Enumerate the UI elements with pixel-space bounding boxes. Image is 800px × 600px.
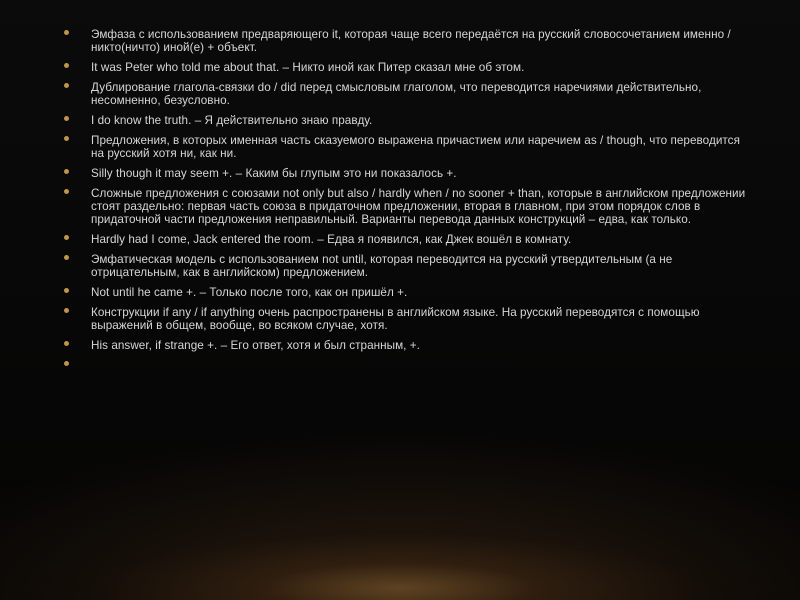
bullet-icon	[64, 136, 69, 141]
bullet-icon	[64, 235, 69, 240]
bullet-text: His answer, if strange +. – Его ответ, хотя и был странным, +.	[91, 339, 420, 352]
bullet-icon	[64, 83, 69, 88]
bullet-text: Silly though it may seem +. – Каким бы глупым это ни показалось +.	[91, 167, 457, 180]
bullet-icon	[64, 30, 69, 35]
bullet-icon	[64, 169, 69, 174]
list-item	[64, 286, 754, 299]
bullet-icon	[64, 63, 69, 68]
bullet-icon	[64, 288, 69, 293]
bullet-list	[64, 28, 754, 359]
list-item	[64, 134, 754, 160]
bullet-text: Эмфаза с использованием предваряющего it, которая чаще всего передаётся на русский словосочетанием именно / никто(ничто) иной(е) + объект.	[91, 28, 731, 54]
list-item	[64, 306, 754, 332]
list-item	[64, 61, 754, 74]
bullet-text: Hardly had I come, Jack entered the room. – Едва я появился, как Джек вошёл в комнату.	[91, 233, 572, 246]
list-item	[64, 167, 754, 180]
bullet-text: Предложения, в которых именная часть сказуемого выражена причастием или наречием as / though, что переводится на русский хотя ни, как ни.	[91, 134, 740, 160]
list-item	[64, 233, 754, 246]
bullet-icon	[64, 341, 69, 346]
bullet-icon	[64, 361, 69, 366]
bullet-icon	[64, 116, 69, 121]
bullet-text: Эмфатическая модель с использованием not until, которая переводится на русский утвердительным (а не отрицательным, как в английском) предложением.	[91, 253, 673, 279]
bullet-text: It was Peter who told me about that. – Никто иной как Питер сказал мне об этом.	[91, 61, 525, 74]
list-item	[64, 81, 754, 107]
list-item	[64, 114, 754, 127]
list-item	[64, 339, 754, 352]
list-item	[64, 28, 754, 54]
bullet-icon	[64, 189, 69, 194]
bullet-text: Дублирование глагола-связки do / did перед смысловым глаголом, что переводится наречиями действительно, несомненно, безусловно.	[91, 81, 702, 107]
list-item	[64, 187, 754, 226]
bullet-text: Not until he came +. – Только после того, как он пришёл +.	[91, 286, 408, 299]
bullet-text: I do know the truth. – Я действительно знаю правду.	[91, 114, 373, 127]
bullet-text: Конструкции if any / if anything очень распространены в английском языке. На русский переводятся с помощью выражений в общем, вообще, во всяком случае, хотя.	[91, 306, 700, 332]
bullet-icon	[64, 255, 69, 260]
bullet-text: Сложные предложения с союзами not only but also / hardly when / no sooner + than, которые в английском предложении стоят раздельно: первая часть союза в придаточном предложении, вторая в главном, при этом порядок слов в придаточной части предложения неправильный. Варианты перевода данных конструкций – едва, как только.	[91, 187, 746, 226]
bullet-icon	[64, 308, 69, 313]
list-item	[64, 253, 754, 279]
